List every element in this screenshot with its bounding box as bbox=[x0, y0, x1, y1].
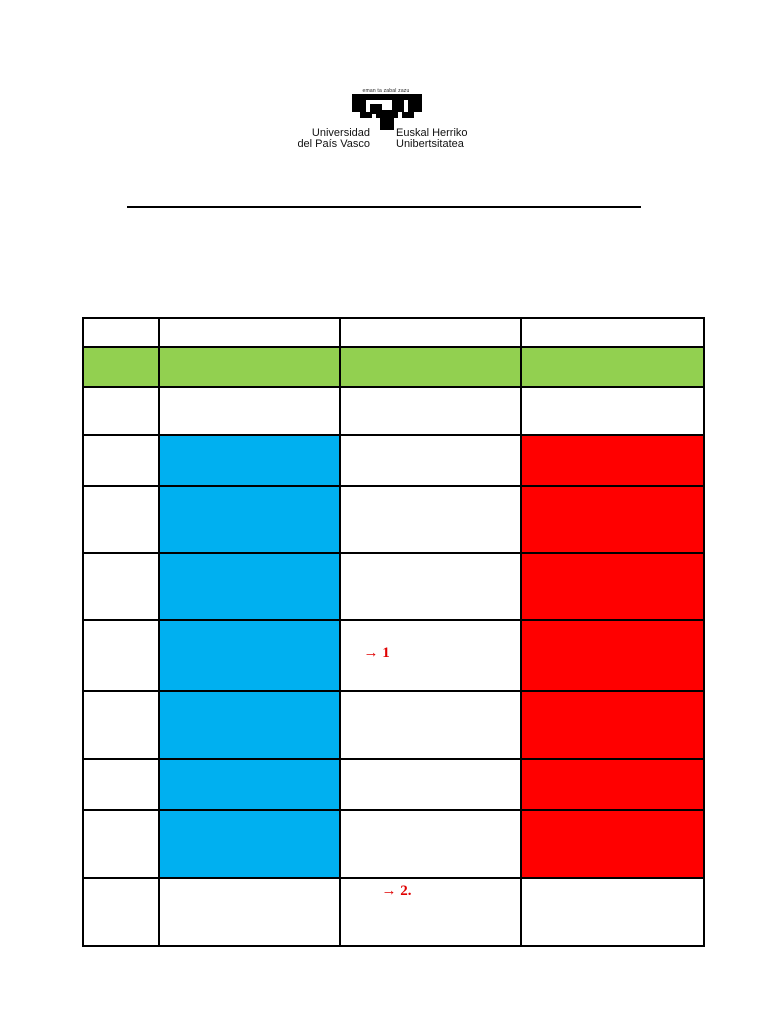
table-cell bbox=[83, 435, 159, 486]
table-cell bbox=[159, 553, 341, 620]
table-cell bbox=[521, 387, 704, 435]
table-cell bbox=[159, 318, 341, 347]
table-cell bbox=[340, 553, 521, 620]
table-row bbox=[83, 810, 704, 878]
table-cell bbox=[159, 810, 341, 878]
table-cell bbox=[83, 878, 159, 946]
logo-motto: eman ta zabal zazu bbox=[362, 88, 410, 94]
table-cell bbox=[340, 347, 521, 387]
table-row bbox=[83, 620, 704, 691]
table-cell bbox=[521, 759, 704, 810]
table-cell bbox=[521, 318, 704, 347]
table-row bbox=[83, 387, 704, 435]
logo-text-line: del País Vasco bbox=[297, 138, 370, 150]
table-cell bbox=[83, 387, 159, 435]
table-cell bbox=[340, 486, 521, 553]
table-cell bbox=[159, 620, 341, 691]
logo-emblem-icon bbox=[352, 94, 422, 130]
logo-text-line: Universidad bbox=[311, 127, 370, 139]
table-cell bbox=[521, 347, 704, 387]
note-2: → 2. bbox=[381, 883, 412, 899]
table-cell bbox=[521, 486, 704, 553]
table-cell bbox=[159, 878, 341, 946]
table-cell bbox=[340, 878, 521, 946]
table-row bbox=[83, 435, 704, 486]
table-cell bbox=[340, 810, 521, 878]
table-cell bbox=[83, 486, 159, 553]
table-row bbox=[83, 318, 704, 347]
table-cell bbox=[83, 553, 159, 620]
table-row bbox=[83, 347, 704, 387]
logo-text-spanish bbox=[274, 128, 370, 150]
table-cell bbox=[159, 759, 341, 810]
table-cell bbox=[83, 810, 159, 878]
table-cell bbox=[83, 691, 159, 759]
logo-text-line: Euskal Herriko bbox=[396, 127, 468, 139]
table-cell bbox=[159, 387, 341, 435]
table-cell bbox=[159, 486, 341, 553]
table-cell bbox=[83, 347, 159, 387]
table-cell bbox=[521, 620, 704, 691]
table-cell bbox=[521, 553, 704, 620]
table-row bbox=[83, 759, 704, 810]
table-cell bbox=[83, 620, 159, 691]
table-cell bbox=[521, 810, 704, 878]
horizontal-rule bbox=[127, 206, 641, 208]
table-cell bbox=[521, 691, 704, 759]
table-cell bbox=[83, 759, 159, 810]
table-cell bbox=[340, 435, 521, 486]
table-cell bbox=[521, 435, 704, 486]
table-cell bbox=[340, 318, 521, 347]
note-1: → 1 bbox=[363, 645, 390, 661]
table-cell bbox=[159, 691, 341, 759]
table-cell bbox=[340, 620, 521, 691]
schedule-table bbox=[82, 317, 705, 947]
table-cell bbox=[159, 435, 341, 486]
table-row bbox=[83, 878, 704, 946]
table-cell bbox=[340, 759, 521, 810]
logo-text-basque bbox=[396, 128, 506, 150]
table-row bbox=[83, 486, 704, 553]
table-cell bbox=[83, 318, 159, 347]
university-logo bbox=[270, 88, 500, 154]
table-cell bbox=[159, 347, 341, 387]
table-row bbox=[83, 691, 704, 759]
logo-text-line: Unibertsitatea bbox=[396, 138, 464, 150]
table-cell bbox=[340, 387, 521, 435]
table-cell bbox=[521, 878, 704, 946]
table-cell bbox=[340, 691, 521, 759]
table-row bbox=[83, 553, 704, 620]
